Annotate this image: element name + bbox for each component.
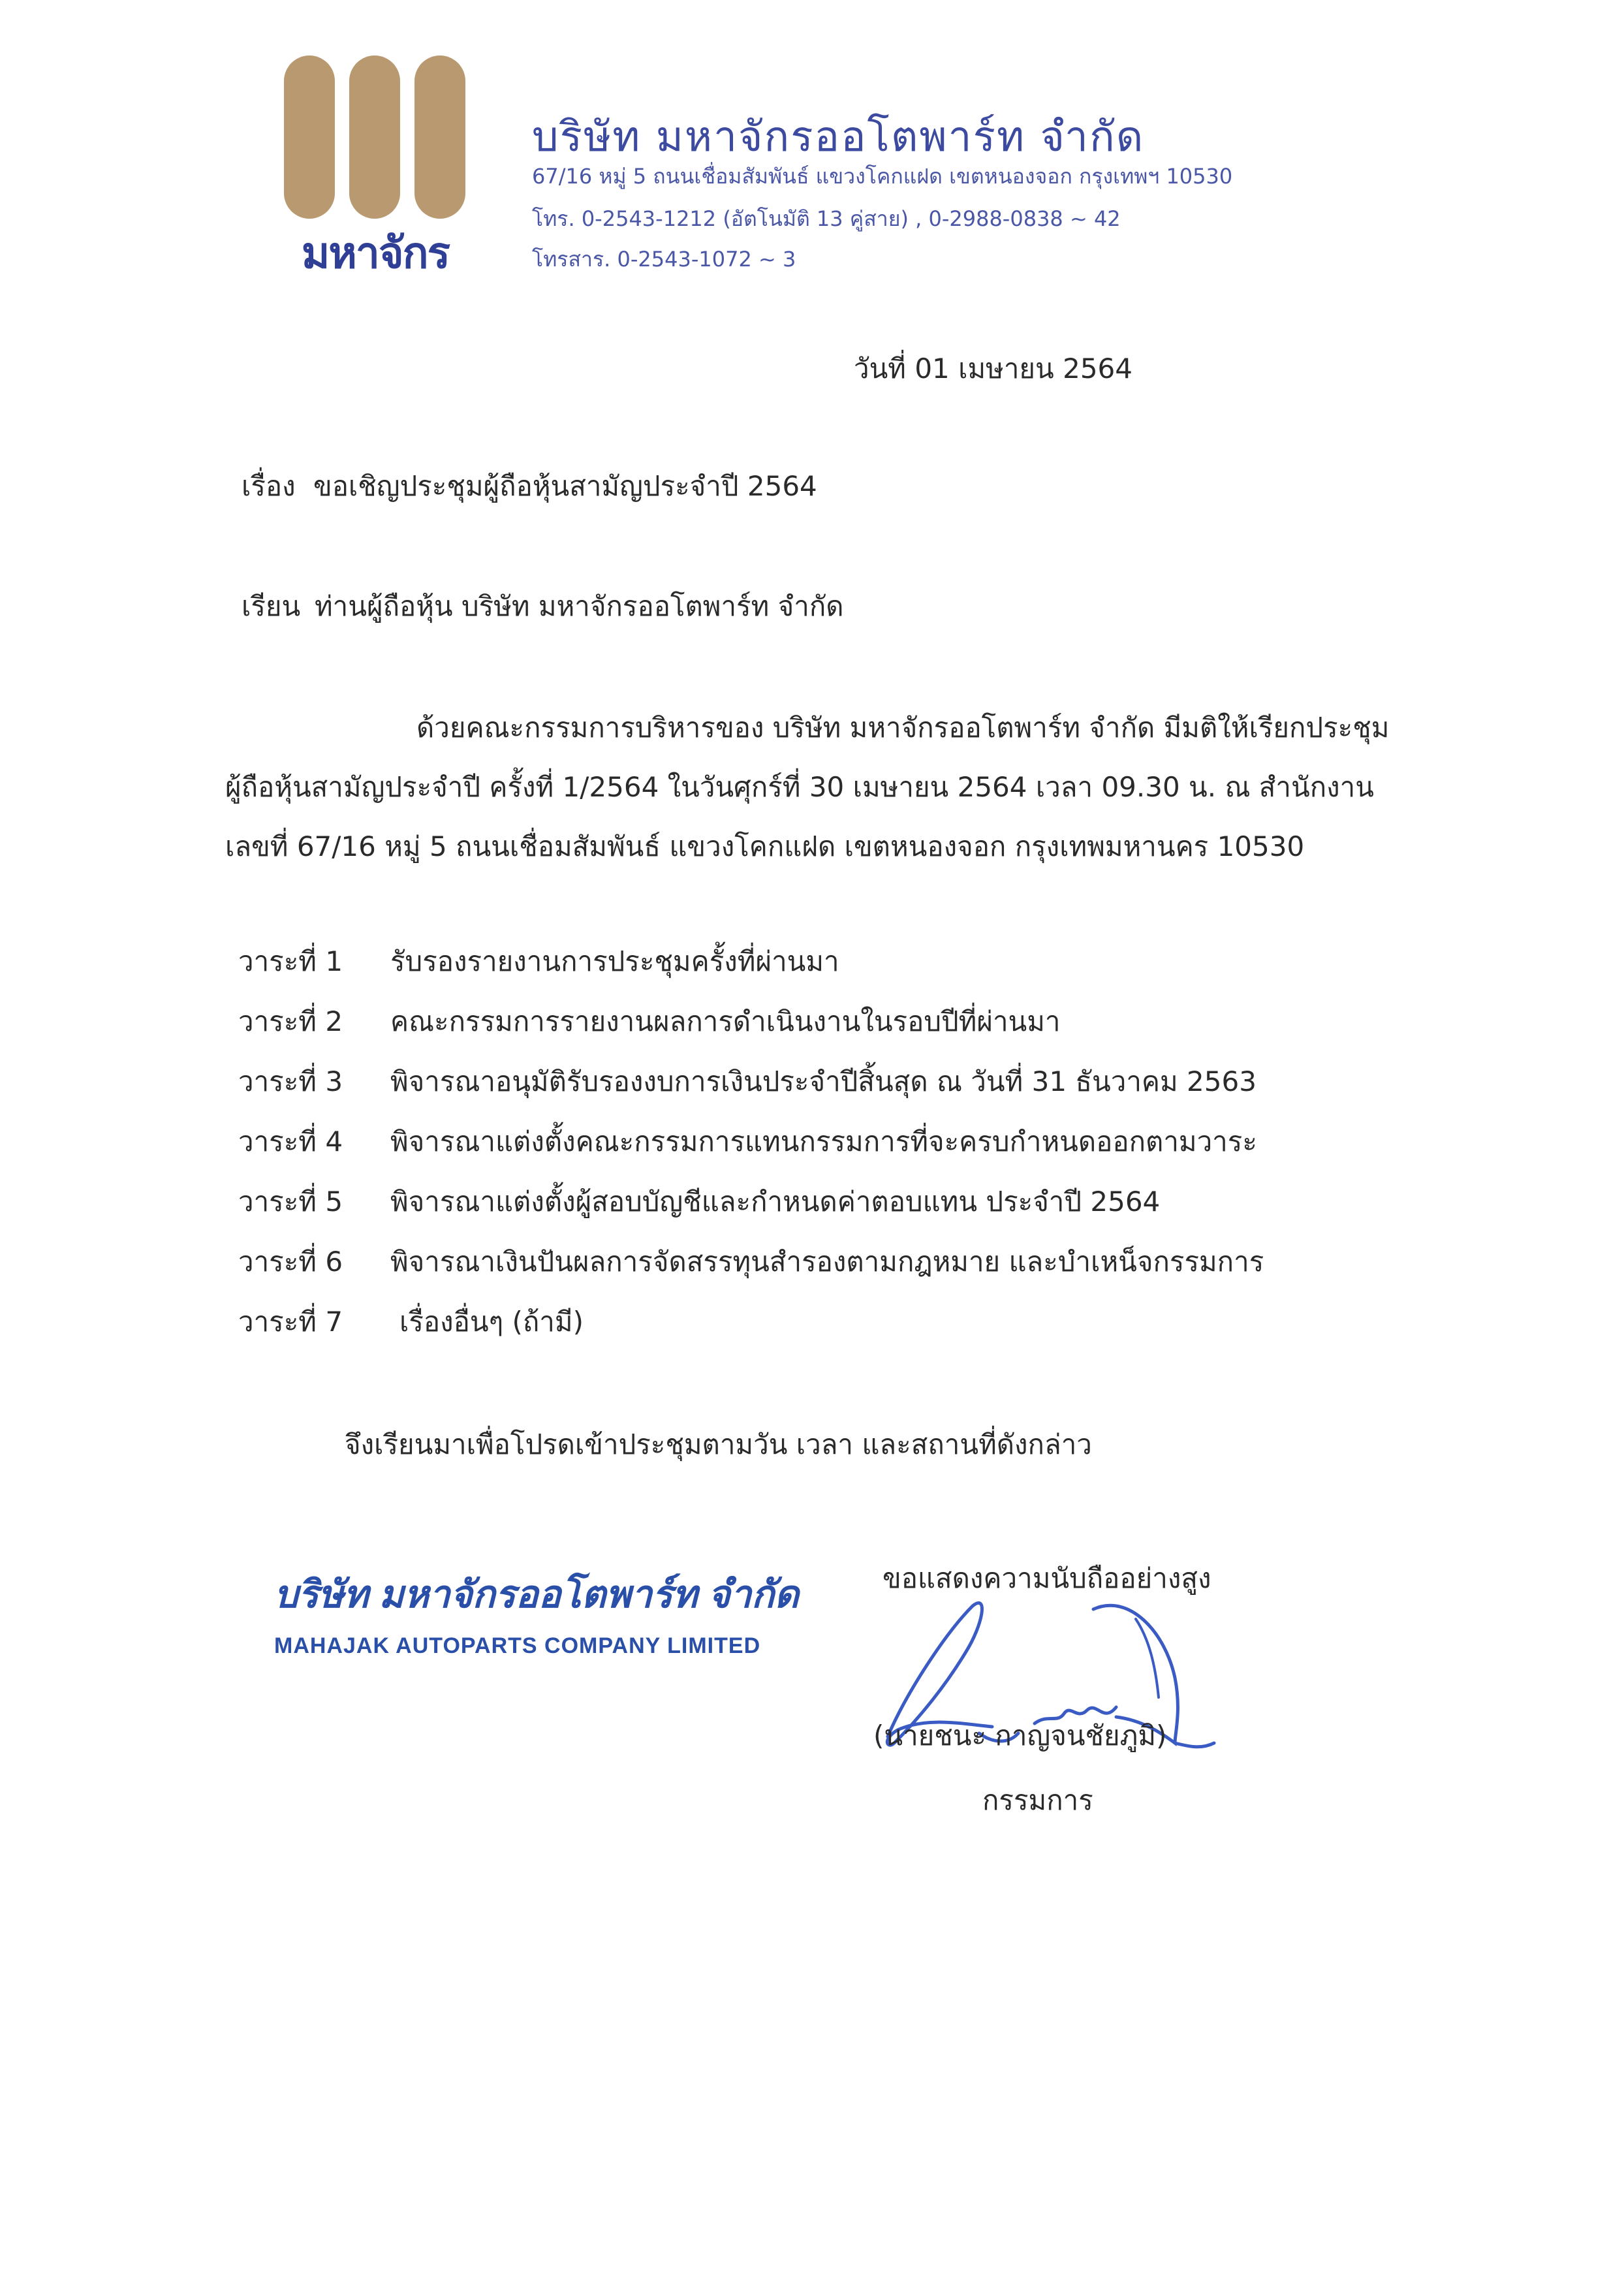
regards-line: ขอแสดงความนับถืออย่างสูง (882, 1562, 1211, 1594)
agenda-text: พิจารณาแต่งตั้งคณะกรรมการแทนกรรมการที่จะครบกำหนดออกตามวาระ (390, 1125, 1257, 1157)
agenda-text: พิจารณาอนุมัติรับรองงบการเงินประจำปีสิ้นสุด ณ วันที่ 31 ธันวาคม 2563 (390, 1065, 1257, 1097)
subject-label: เรื่อง (242, 470, 296, 502)
agenda-number: วาระที่ 7 (238, 1306, 343, 1338)
agenda-number: วาระที่ 6 (238, 1246, 343, 1278)
agenda-number: วาระที่ 1 (238, 945, 343, 977)
company-fax: โทรสาร. 0-2543-1072 ~ 3 (532, 247, 796, 272)
agenda-text: เรื่องอื่นๆ (ถ้ามี) (399, 1306, 584, 1338)
stamp-thai-name: บริษัท มหาจักรออโตพาร์ท จำกัด (274, 1573, 799, 1616)
signer-position: กรรมการ (982, 1784, 1093, 1816)
company-stamp (274, 1564, 829, 1659)
body-line-2: ผู้ถือหุ้นสามัญประจำปี ครั้งที่ 1/2564 ในวันศุกร์ที่ 30 เมษายน 2564 เวลา 09.30 น. ณ สำนักงาน (225, 771, 1374, 803)
agenda-number: วาระที่ 2 (238, 1005, 343, 1037)
agenda-number: วาระที่ 3 (238, 1065, 343, 1097)
logo-stripe-icon (284, 55, 335, 219)
logo-text: มหาจักร (301, 228, 450, 278)
body-line-3: เลขที่ 67/16 หมู่ 5 ถนนเชื่อมสัมพันธ์ แขวงโคกแฝด เขตหนองจอก กรุงเทพมหานคร 10530 (225, 830, 1305, 862)
stamp-english-name: MAHAJAK AUTOPARTS COMPANY LIMITED (274, 1633, 761, 1658)
agenda-text: คณะกรรมการรายงานผลการดำเนินงานในรอบปีที่ผ่านมา (390, 1005, 1061, 1037)
agenda-number: วาระที่ 5 (238, 1186, 343, 1218)
agenda-text: พิจารณาแต่งตั้งผู้สอบบัญชีและกำหนดค่าตอบแทน ประจำปี 2564 (390, 1186, 1161, 1218)
company-address: 67/16 หมู่ 5 ถนนเชื่อมสัมพันธ์ แขวงโคกแฝด เขตหนองจอก กรุงเทพฯ 10530 (532, 164, 1233, 189)
recipient-label: เรียน (242, 590, 301, 622)
signer-name: (นายชนะ กาญจนชัยภูมิ) (873, 1720, 1167, 1752)
agenda-text: รับรองรายงานการประชุมครั้งที่ผ่านมา (390, 945, 839, 977)
letter-date: วันที่ 01 เมษายน 2564 (854, 353, 1132, 385)
logo-stripe-icon (349, 55, 400, 219)
closing-line: จึงเรียนมาเพื่อโปรดเข้าประชุมตามวัน เวลา และสถานที่ดังกล่าว (345, 1428, 1092, 1460)
agenda-number: วาระที่ 4 (238, 1125, 343, 1157)
company-phone: โทร. 0-2543-1212 (อัตโนมัติ 13 คู่สาย) , 0-2988-0838 ~ 42 (532, 206, 1121, 231)
subject-text: ขอเชิญประชุมผู้ถือหุ้นสามัญประจำปี 2564 (313, 470, 817, 502)
company-logo (281, 55, 470, 278)
body-line-1: ด้วยคณะกรรมการบริหารของ บริษัท มหาจักรออโตพาร์ท จำกัด มีมติให้เรียกประชุม (416, 712, 1390, 744)
agenda-text: พิจารณาเงินปันผลการจัดสรรทุนสำรองตามกฎหมาย และบำเหน็จกรรมการ (390, 1246, 1264, 1278)
recipient-text: ท่านผู้ถือหุ้น บริษัท มหาจักรออโตพาร์ท จำกัด (315, 590, 844, 622)
company-name: บริษัท มหาจักรออโตพาร์ท จำกัด (532, 113, 1145, 161)
logo-stripe-icon (414, 55, 465, 219)
